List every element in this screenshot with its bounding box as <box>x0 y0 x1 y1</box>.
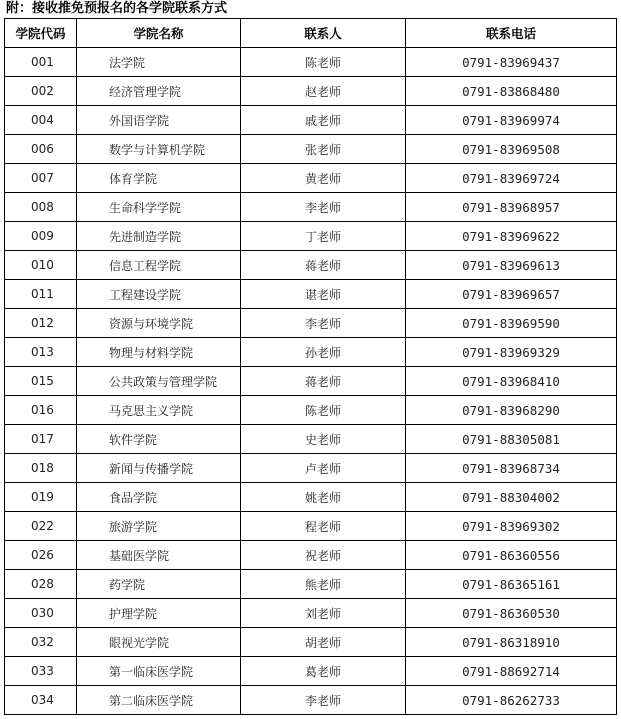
table-row <box>5 193 617 222</box>
college-name-cell: 工程建设学院 <box>77 280 241 309</box>
table-row <box>5 686 617 715</box>
contact-person-cell: 姚老师 <box>241 483 406 512</box>
contact-phone-cell: 0791-83868480 <box>406 77 617 106</box>
college-name-cell: 生命科学学院 <box>77 193 241 222</box>
contact-phone-cell: 0791-88692714 <box>406 657 617 686</box>
table-row <box>5 135 617 164</box>
contact-person-cell: 赵老师 <box>241 77 406 106</box>
college-code-cell: 018 <box>5 454 77 483</box>
contact-phone-cell: 0791-83968734 <box>406 454 617 483</box>
page-title: 附：接收推免预报名的各学院联系方式 <box>6 1 228 16</box>
college-code-cell: 007 <box>5 164 77 193</box>
contact-person-cell: 程老师 <box>241 512 406 541</box>
college-name-cell: 经济管理学院 <box>77 77 241 106</box>
contact-person-cell: 葛老师 <box>241 657 406 686</box>
table-row <box>5 222 617 251</box>
table-row <box>5 106 617 135</box>
contact-phone-cell: 0791-83969974 <box>406 106 617 135</box>
table-row <box>5 541 617 570</box>
college-code-cell: 017 <box>5 425 77 454</box>
table-row <box>5 599 617 628</box>
college-code-cell: 026 <box>5 541 77 570</box>
college-name-cell: 资源与环境学院 <box>77 309 241 338</box>
college-name-cell: 公共政策与管理学院 <box>77 367 241 396</box>
contact-phone-cell: 0791-83969590 <box>406 309 617 338</box>
contact-person-cell: 戚老师 <box>241 106 406 135</box>
table-row <box>5 396 617 425</box>
college-code-cell: 009 <box>5 222 77 251</box>
header-contact-phone: 联系电话 <box>406 19 617 48</box>
table-row <box>5 483 617 512</box>
contact-phone-cell: 0791-83968957 <box>406 193 617 222</box>
college-name-cell: 物理与材料学院 <box>77 338 241 367</box>
contact-phone-cell: 0791-83969329 <box>406 338 617 367</box>
college-code-cell: 002 <box>5 77 77 106</box>
contact-person-cell: 丁老师 <box>241 222 406 251</box>
college-code-cell: 015 <box>5 367 77 396</box>
contact-person-cell: 蒋老师 <box>241 251 406 280</box>
college-name-cell: 信息工程学院 <box>77 251 241 280</box>
table-row <box>5 425 617 454</box>
college-name-cell: 新闻与传播学院 <box>77 454 241 483</box>
college-name-cell: 软件学院 <box>77 425 241 454</box>
contact-person-cell: 李老师 <box>241 686 406 715</box>
college-code-cell: 004 <box>5 106 77 135</box>
table-row <box>5 338 617 367</box>
table-row <box>5 77 617 106</box>
college-code-cell: 028 <box>5 570 77 599</box>
contact-person-cell: 蒋老师 <box>241 367 406 396</box>
college-code-cell: 011 <box>5 280 77 309</box>
table-row <box>5 657 617 686</box>
contact-phone-cell: 0791-83969724 <box>406 164 617 193</box>
college-code-cell: 030 <box>5 599 77 628</box>
college-name-cell: 第一临床医学院 <box>77 657 241 686</box>
contact-phone-cell: 0791-83969508 <box>406 135 617 164</box>
contact-person-cell: 刘老师 <box>241 599 406 628</box>
college-name-cell: 基础医学院 <box>77 541 241 570</box>
contact-person-cell: 李老师 <box>241 309 406 338</box>
contact-phone-cell: 0791-86318910 <box>406 628 617 657</box>
table-row <box>5 367 617 396</box>
college-code-cell: 019 <box>5 483 77 512</box>
contact-phone-cell: 0791-83969622 <box>406 222 617 251</box>
contact-person-cell: 孙老师 <box>241 338 406 367</box>
table-row <box>5 309 617 338</box>
contact-person-cell: 陈老师 <box>241 396 406 425</box>
contact-person-cell: 熊老师 <box>241 570 406 599</box>
contact-phone-cell: 0791-86360530 <box>406 599 617 628</box>
contact-phone-cell: 0791-83969437 <box>406 48 617 77</box>
contact-person-cell: 张老师 <box>241 135 406 164</box>
college-name-cell: 第二临床医学院 <box>77 686 241 715</box>
college-code-cell: 013 <box>5 338 77 367</box>
contact-phone-cell: 0791-86360556 <box>406 541 617 570</box>
college-code-cell: 010 <box>5 251 77 280</box>
college-name-cell: 体育学院 <box>77 164 241 193</box>
college-contact-table <box>4 18 617 715</box>
college-code-cell: 008 <box>5 193 77 222</box>
college-code-cell: 032 <box>5 628 77 657</box>
college-code-cell: 033 <box>5 657 77 686</box>
contact-phone-cell: 0791-88305081 <box>406 425 617 454</box>
contact-person-cell: 陈老师 <box>241 48 406 77</box>
contact-phone-cell: 0791-83969613 <box>406 251 617 280</box>
college-name-cell: 护理学院 <box>77 599 241 628</box>
header-college-code: 学院代码 <box>5 19 77 48</box>
college-code-cell: 022 <box>5 512 77 541</box>
college-code-cell: 012 <box>5 309 77 338</box>
contact-phone-cell: 0791-83968290 <box>406 396 617 425</box>
contact-phone-cell: 0791-83969302 <box>406 512 617 541</box>
college-name-cell: 马克思主义学院 <box>77 396 241 425</box>
table-row <box>5 628 617 657</box>
contact-phone-cell: 0791-88304002 <box>406 483 617 512</box>
table-header-row <box>5 19 617 48</box>
contact-person-cell: 谌老师 <box>241 280 406 309</box>
college-name-cell: 外国语学院 <box>77 106 241 135</box>
contact-phone-cell: 0791-86262733 <box>406 686 617 715</box>
contact-person-cell: 黄老师 <box>241 164 406 193</box>
table-row <box>5 48 617 77</box>
college-name-cell: 数学与计算机学院 <box>77 135 241 164</box>
header-college-name: 学院名称 <box>77 19 241 48</box>
table-row <box>5 512 617 541</box>
college-name-cell: 先进制造学院 <box>77 222 241 251</box>
college-name-cell: 食品学院 <box>77 483 241 512</box>
college-name-cell: 法学院 <box>77 48 241 77</box>
college-code-cell: 034 <box>5 686 77 715</box>
contact-person-cell: 卢老师 <box>241 454 406 483</box>
table-row <box>5 280 617 309</box>
contact-person-cell: 李老师 <box>241 193 406 222</box>
college-name-cell: 旅游学院 <box>77 512 241 541</box>
contact-person-cell: 祝老师 <box>241 541 406 570</box>
college-code-cell: 001 <box>5 48 77 77</box>
contact-person-cell: 胡老师 <box>241 628 406 657</box>
table-row <box>5 164 617 193</box>
contact-phone-cell: 0791-83969657 <box>406 280 617 309</box>
table-row <box>5 454 617 483</box>
college-name-cell: 眼视光学院 <box>77 628 241 657</box>
table-row <box>5 251 617 280</box>
college-code-cell: 006 <box>5 135 77 164</box>
header-contact-person: 联系人 <box>241 19 406 48</box>
contact-phone-cell: 0791-83968410 <box>406 367 617 396</box>
college-name-cell: 药学院 <box>77 570 241 599</box>
contact-phone-cell: 0791-86365161 <box>406 570 617 599</box>
college-code-cell: 016 <box>5 396 77 425</box>
table-row <box>5 570 617 599</box>
contact-person-cell: 史老师 <box>241 425 406 454</box>
